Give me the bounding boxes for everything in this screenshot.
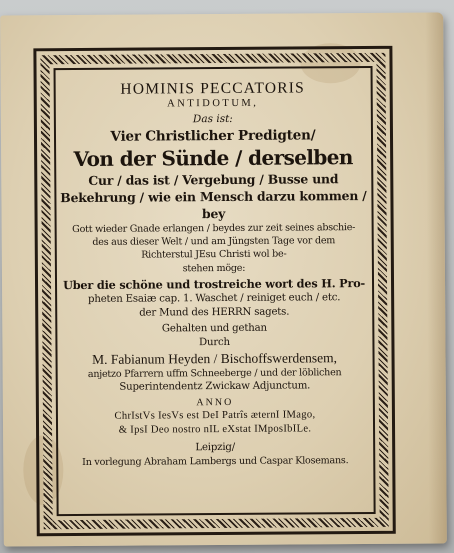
latin-subtitle: ANTIDOTUM, (167, 97, 259, 110)
das-ist-line: Das ist: (192, 112, 233, 126)
title-page-text (59, 75, 370, 469)
bekehrung-line: Bekehrung / wie ein Mensch darzu kommen / bey (60, 187, 367, 222)
des-line: des aus dieser Welt / und am Jüngsten Tage vor dem (92, 235, 336, 249)
chronogram-line-2: & IpsI Deo nostro nIL eXstat IMposIbILe. (118, 423, 312, 436)
predigten-line: Vier Christlicher Predigten/ (110, 127, 316, 145)
richter-line: Richterstul JEsu Christi wol be- (141, 248, 287, 261)
stehen-line: stehen möge: (182, 262, 246, 274)
uber-line: Uber die schöne und trostreiche wort des H. Pro- (62, 275, 366, 292)
author-name: M. Fabianum Heyden / Bischoffswerdensem, (92, 350, 338, 367)
superintendent-line: Superintendentz Zwickaw Adjunctum. (119, 380, 311, 393)
gehalten-line: Gehalten und gethan (161, 322, 267, 335)
durch-line: Durch (198, 336, 230, 348)
chronogram-line-1: ChrIstVs IesVs est DeI Patrîs æternI IMago, (114, 409, 316, 422)
gott-line: Gott wieder Gnade erlangen / beydes zur zeit seines abschie- (72, 222, 356, 236)
book-page (0, 12, 447, 546)
mund-line: der Mund des HERRN sagets. (139, 306, 290, 319)
propheten-line: pheten Esaiæ cap. 1. Waschet / reiniget euch / etc. (87, 291, 341, 305)
publisher-line: In vorlegung Abraham Lambergs und Caspar Klosemans. (82, 455, 349, 469)
main-heading: Von der Sünde / derselben (73, 145, 353, 172)
anno-label: ANNO (196, 396, 234, 409)
pfarrer-line: anjetzo Pfarrern uffm Schneeberge / und der löblichen (87, 366, 342, 380)
latin-title: HOMINIS PECCATORIS (120, 79, 305, 98)
cur-line: Cur / das ist / Vergebung / Busse und (88, 171, 339, 188)
place-of-printing: Leipzig/ (195, 441, 235, 454)
